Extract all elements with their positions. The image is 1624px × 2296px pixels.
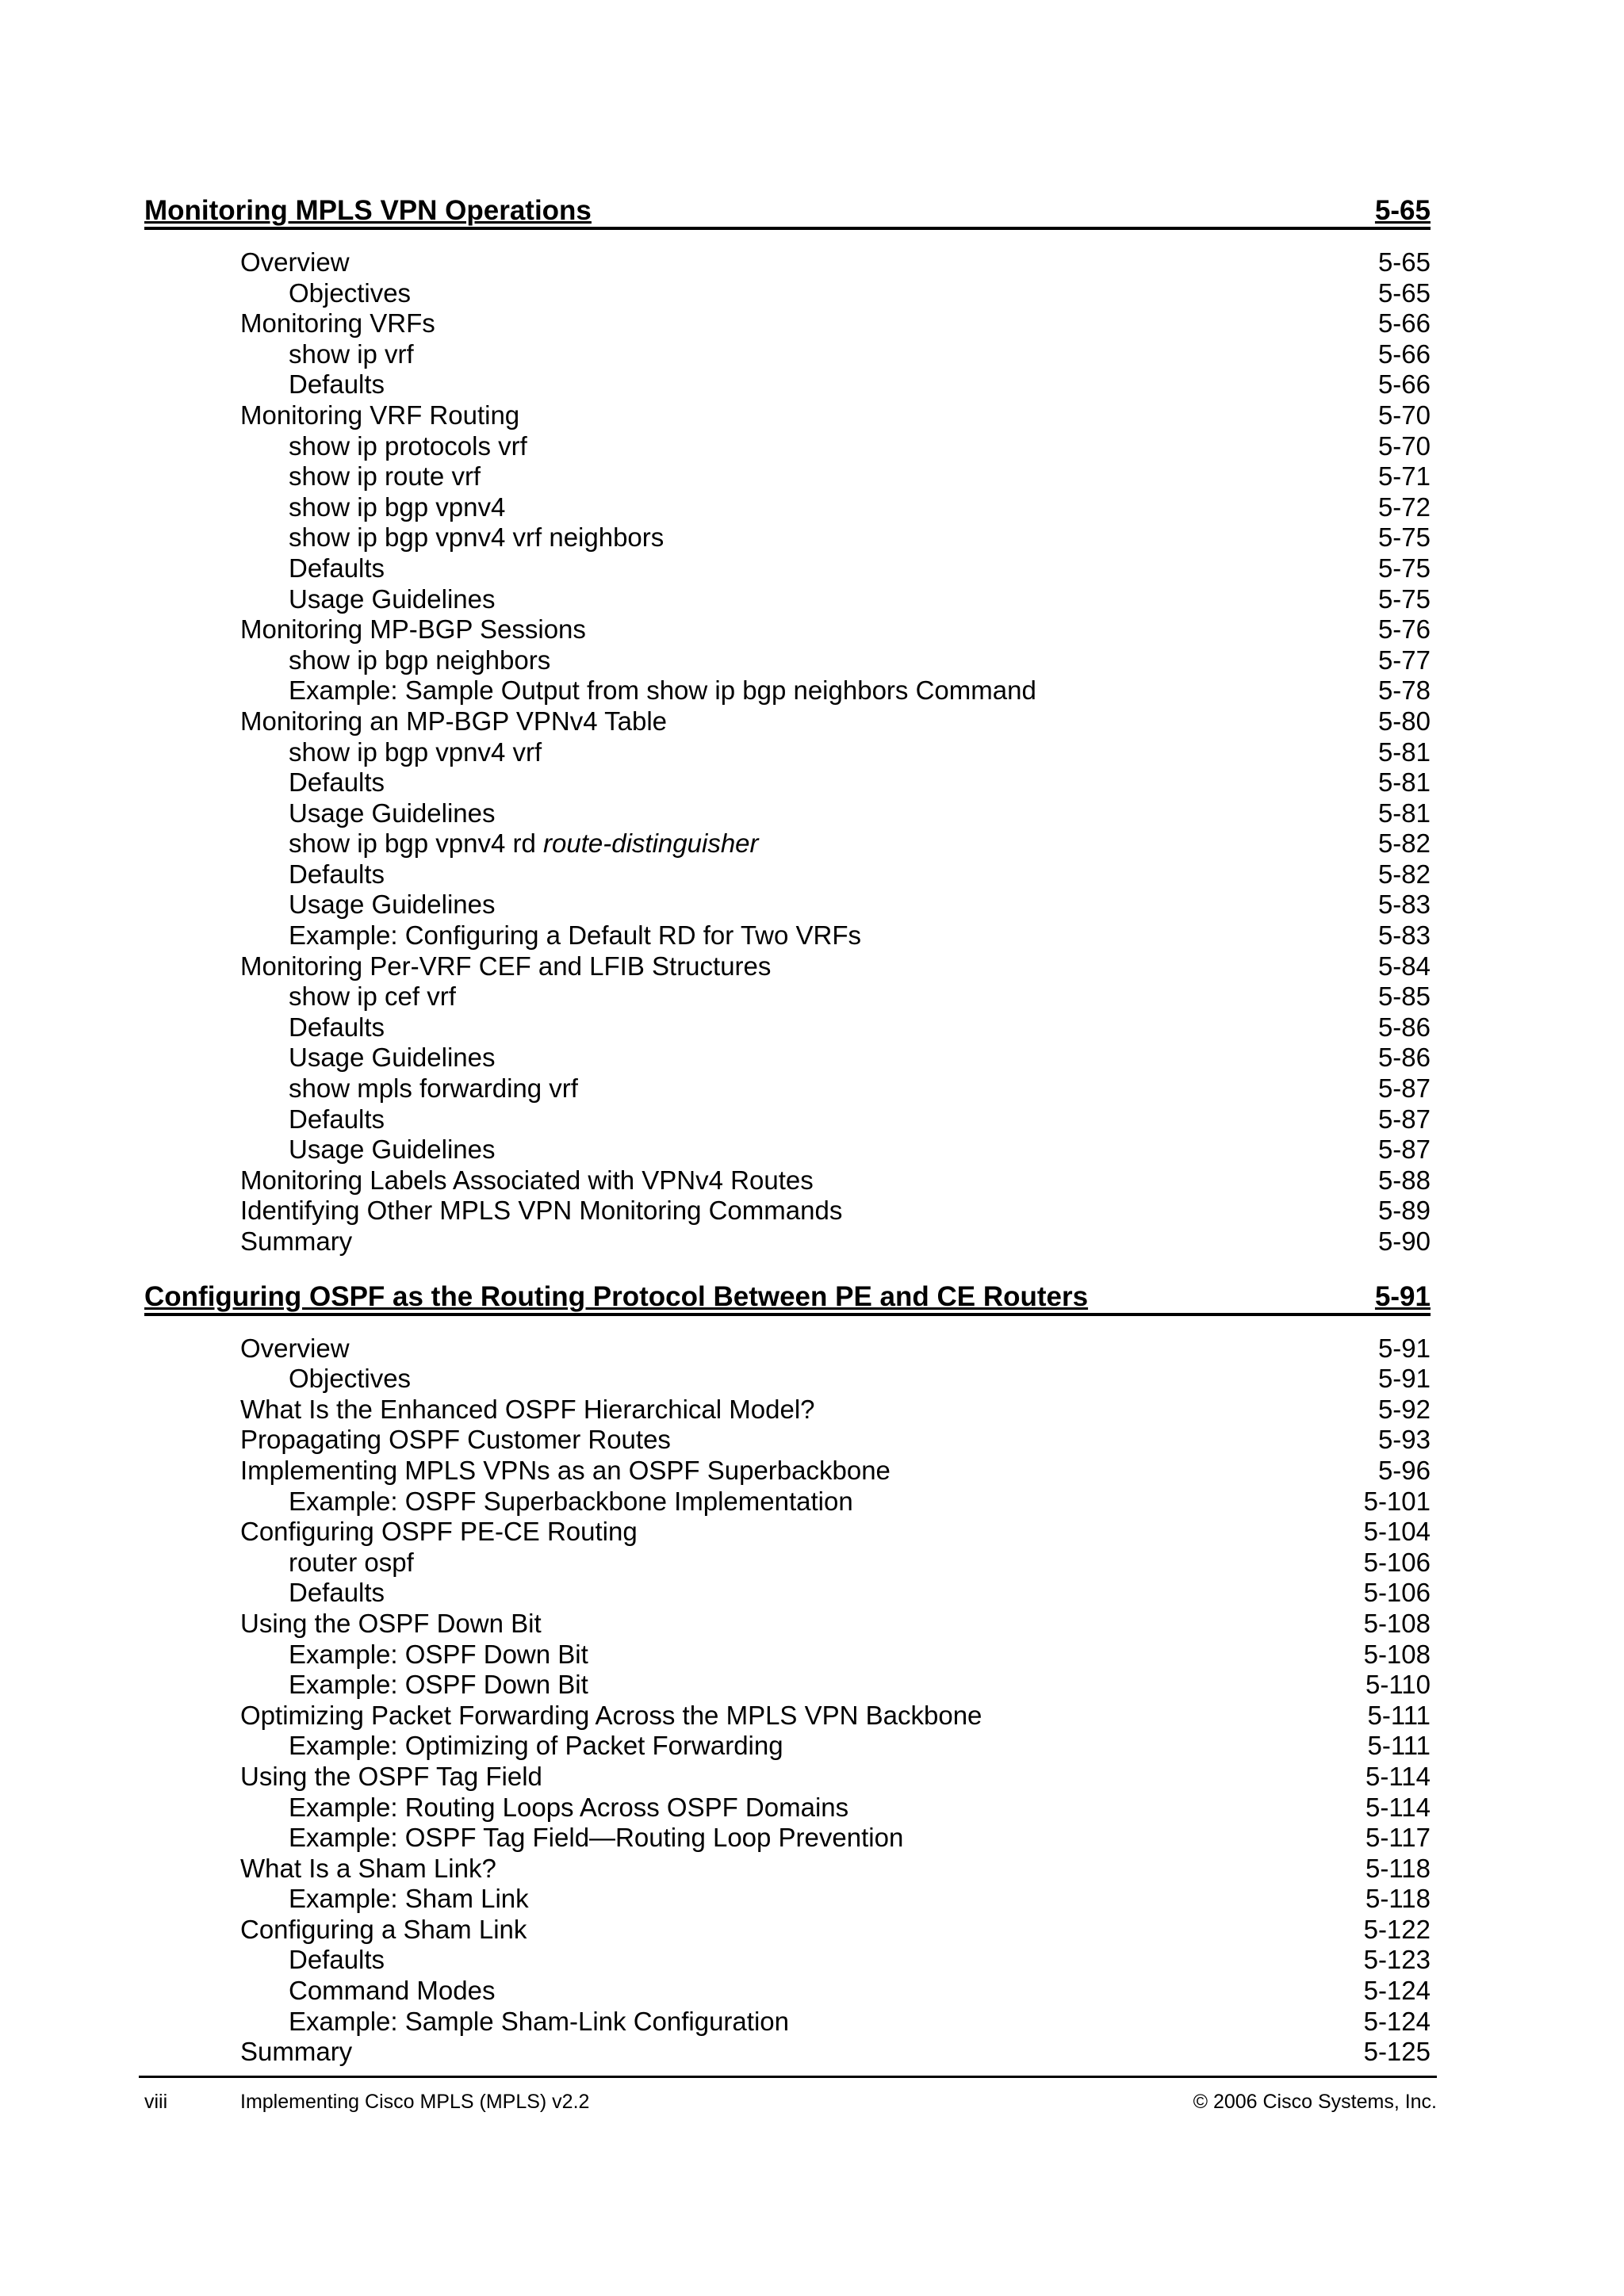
entry-page: 5-78 [1377, 675, 1431, 706]
entry-title-text: What Is a Sham Link? [240, 1853, 496, 1883]
entry-title [144, 1945, 385, 1976]
entry-page: 5-76 [1377, 614, 1431, 645]
toc-entry[interactable] [144, 859, 1431, 890]
entry-page: 5-71 [1377, 461, 1431, 492]
entry-title-text: Example: Sham Link [289, 1884, 529, 1914]
entry-title-text: Defaults [289, 859, 385, 889]
entry-page: 5-108 [1363, 1639, 1431, 1669]
entry-title-text: Defaults [289, 1578, 385, 1608]
entry-title-text: Monitoring Per-VRF CEF and LFIB Structures [240, 951, 772, 981]
toc-entry[interactable] [144, 1226, 1431, 1257]
entry-title [144, 400, 519, 431]
entry-title-text: show ip bgp vpnv4 vrf [289, 737, 542, 767]
toc-entry[interactable] [144, 1425, 1431, 1456]
entry-title [144, 278, 411, 309]
entry-page: 5-81 [1377, 798, 1431, 828]
toc-entry[interactable] [144, 400, 1431, 431]
entry-title-text: show ip bgp vpnv4 vrf neighbors [289, 522, 665, 553]
entry-title [144, 1701, 982, 1732]
entry-title [144, 645, 550, 676]
entry-title-text: Example: Routing Loops Across OSPF Domains [289, 1792, 849, 1822]
entry-title-text: Usage Guidelines [289, 1043, 496, 1073]
entry-title-text: Summary [240, 2037, 353, 2067]
entry-page: 5-91 [1377, 1333, 1431, 1363]
entry-page: 5-82 [1377, 828, 1431, 859]
entry-title-text: Usage Guidelines [289, 798, 496, 828]
entry-page: 5-122 [1363, 1914, 1431, 1944]
toc-entry[interactable] [144, 1043, 1431, 1073]
entry-title [144, 737, 542, 768]
toc-entry[interactable] [144, 1395, 1431, 1425]
entry-title-text: Configuring OSPF PE-CE Routing [240, 1517, 638, 1547]
entry-page: 5-87 [1377, 1135, 1431, 1165]
entry-title-text: show ip vrf [289, 339, 414, 369]
entry-title [144, 1456, 891, 1487]
section-heading[interactable] [144, 192, 1431, 230]
entry-page: 5-124 [1363, 2006, 1431, 2036]
entry-title-text: Defaults [289, 767, 385, 798]
entry-page: 5-111 [1367, 1731, 1431, 1761]
entry-title [144, 522, 664, 553]
entry-page: 5-70 [1377, 400, 1431, 430]
entry-title-text: Monitoring VRFs [240, 308, 435, 339]
entry-page: 5-88 [1377, 1165, 1431, 1195]
entry-page: 5-81 [1377, 737, 1431, 767]
toc-entry[interactable] [144, 1854, 1431, 1885]
toc-entry[interactable] [144, 1976, 1431, 2007]
toc-entry[interactable] [144, 584, 1431, 615]
entry-title [144, 798, 496, 829]
entry-title-text: Example: Configuring a Default RD for Two VRFs [289, 920, 862, 951]
entry-title-text: Usage Guidelines [289, 890, 496, 920]
toc-section [144, 192, 1431, 1257]
entry-title [144, 1762, 542, 1793]
entry-page: 5-90 [1377, 1226, 1431, 1256]
toc-entry[interactable] [144, 1915, 1431, 1946]
entry-page: 5-77 [1377, 645, 1431, 675]
toc-entry[interactable] [144, 278, 1431, 309]
entry-title [144, 1487, 853, 1517]
entry-title-text: Implementing MPLS VPNs as an OSPF Superbackbone [240, 1455, 891, 1485]
toc-entry[interactable] [144, 1012, 1431, 1043]
entry-page: 5-125 [1363, 2037, 1431, 2067]
entry-page: 5-66 [1377, 369, 1431, 400]
toc-entry[interactable] [144, 1793, 1431, 1823]
entry-title [144, 1012, 385, 1043]
entry-title [144, 431, 527, 462]
entry-title [144, 706, 667, 737]
entry-title [144, 1976, 495, 2007]
toc-entry[interactable] [144, 1548, 1431, 1578]
table-of-contents [144, 192, 1431, 2068]
entry-title [144, 492, 505, 523]
entry-title-text: show ip route vrf [289, 461, 481, 492]
entry-page: 5-75 [1377, 522, 1431, 553]
entry-page: 5-89 [1377, 1196, 1431, 1226]
toc-entry[interactable] [144, 2007, 1431, 2038]
toc-entry[interactable] [144, 1073, 1431, 1104]
entry-page: 5-118 [1365, 1884, 1431, 1914]
entry-title [144, 951, 771, 982]
toc-entry[interactable] [144, 706, 1431, 737]
entry-title [144, 308, 435, 339]
toc-entry[interactable] [144, 614, 1431, 645]
entry-title-text: router ospf [289, 1547, 414, 1577]
entry-title-text: Defaults [289, 553, 385, 583]
entry-title [144, 1670, 588, 1701]
entry-page: 5-106 [1363, 1578, 1431, 1608]
toc-section [144, 1278, 1431, 2068]
entry-title-text: Monitoring MP-BGP Sessions [240, 614, 586, 645]
section-heading[interactable] [144, 1278, 1431, 1316]
entry-title-text: Objectives [289, 277, 412, 308]
entry-title-text: show ip bgp vpnv4 rd [289, 828, 544, 859]
entry-page: 5-86 [1377, 1012, 1431, 1042]
entry-title-text: Overview [240, 247, 350, 277]
toc-entry[interactable] [144, 1487, 1431, 1517]
toc-entry[interactable] [144, 1731, 1431, 1762]
entry-title-text: show ip cef vrf [289, 982, 456, 1012]
toc-entry[interactable] [144, 1884, 1431, 1915]
toc-entry[interactable] [144, 1517, 1431, 1548]
entry-page: 5-87 [1377, 1104, 1431, 1134]
toc-entry[interactable] [144, 247, 1431, 278]
entry-page: 5-101 [1363, 1486, 1431, 1516]
entry-title [144, 859, 385, 890]
entry-title-text: Monitoring Labels Associated with VPNv4 Routes [240, 1165, 814, 1195]
toc-entry[interactable] [144, 1578, 1431, 1609]
entry-title [144, 1854, 496, 1885]
toc-entry[interactable] [144, 1456, 1431, 1487]
entry-title-text: Example: OSPF Down Bit [289, 1670, 588, 1700]
entry-title [144, 1609, 542, 1640]
entry-title [144, 2007, 789, 2038]
entry-title [144, 828, 759, 859]
entry-page: 5-65 [1377, 277, 1431, 308]
entry-title [144, 1793, 848, 1823]
entry-title [144, 369, 385, 400]
entry-title-text: Example: Sample Output from show ip bgp neighbors Command [289, 675, 1036, 706]
entry-title-text: show ip protocols vrf [289, 430, 527, 461]
toc-entry[interactable] [144, 1701, 1431, 1732]
entry-title [144, 1104, 385, 1135]
toc-entry[interactable] [144, 828, 1431, 859]
toc-entry[interactable] [144, 461, 1431, 492]
toc-entry[interactable] [144, 1135, 1431, 1165]
entry-title [144, 767, 385, 798]
entry-page: 5-93 [1377, 1425, 1431, 1455]
toc-entry[interactable] [144, 1165, 1431, 1196]
toc-entry[interactable] [144, 890, 1431, 920]
entry-title-text: Usage Guidelines [289, 584, 496, 614]
entry-title [144, 553, 385, 584]
entry-title-text: Optimizing Packet Forwarding Across the MPLS VPN Backbone [240, 1700, 982, 1730]
entry-page: 5-72 [1377, 492, 1431, 522]
entry-title [144, 1395, 815, 1425]
entry-title-text: Defaults [289, 1945, 385, 1975]
entry-page: 5-84 [1377, 951, 1431, 981]
entry-title-text: Example: Sample Sham-Link Configuration [289, 2006, 789, 2036]
entry-title [144, 920, 861, 951]
entry-title-text: Example: OSPF Down Bit [289, 1639, 588, 1669]
entry-page: 5-104 [1363, 1517, 1431, 1547]
entry-title [144, 1165, 814, 1196]
toc-entry[interactable] [144, 1945, 1431, 1976]
entry-title [144, 614, 586, 645]
entry-title-text: What Is the Enhanced OSPF Hierarchical Model? [240, 1394, 815, 1424]
entry-title [144, 1334, 350, 1364]
entry-title-text: Defaults [289, 1104, 385, 1134]
entry-title [144, 1425, 671, 1456]
toc-entry[interactable] [144, 920, 1431, 951]
toc-entry[interactable] [144, 369, 1431, 400]
toc-entry[interactable] [144, 737, 1431, 768]
toc-entry[interactable] [144, 951, 1431, 982]
entry-title-italic: route-distinguisher [543, 828, 759, 859]
entry-title-text: Example: OSPF Tag Field—Routing Loop Prevention [289, 1823, 904, 1853]
entry-title [144, 675, 1036, 706]
entry-page: 5-118 [1365, 1853, 1431, 1883]
entry-title [144, 1731, 783, 1762]
footer-book-title: Implementing Cisco MPLS (MPLS) v2.2 [240, 2091, 590, 2113]
toc-entry[interactable] [144, 308, 1431, 339]
entry-page: 5-66 [1377, 308, 1431, 339]
toc-entry[interactable] [144, 1334, 1431, 1364]
entry-title [144, 1915, 527, 1946]
entry-title-text: Overview [240, 1333, 350, 1363]
entry-page: 5-75 [1377, 584, 1431, 614]
entry-title [144, 1364, 411, 1395]
entry-page: 5-81 [1377, 767, 1431, 798]
entry-page: 5-110 [1365, 1670, 1431, 1700]
entry-page: 5-75 [1377, 553, 1431, 583]
entry-title-text: Objectives [289, 1364, 412, 1394]
toc-entry[interactable] [144, 1762, 1431, 1793]
section-page: 5-65 [1374, 195, 1431, 226]
entry-title [144, 247, 350, 278]
entry-title-text: Defaults [289, 1012, 385, 1042]
entry-title-text: Defaults [289, 369, 385, 400]
toc-entry[interactable] [144, 431, 1431, 462]
toc-entry[interactable] [144, 1670, 1431, 1701]
entry-title [144, 461, 481, 492]
entry-page: 5-87 [1377, 1073, 1431, 1104]
toc-entry[interactable] [144, 2037, 1431, 2068]
entry-title [144, 1823, 903, 1854]
entry-title [144, 890, 496, 920]
entry-title-text: Using the OSPF Down Bit [240, 1608, 542, 1638]
entry-title [144, 1196, 842, 1226]
entry-title [144, 1548, 414, 1578]
entry-title-text: Identifying Other MPLS VPN Monitoring Commands [240, 1196, 843, 1226]
entry-title [144, 982, 456, 1012]
entry-page: 5-70 [1377, 430, 1431, 461]
toc-entry[interactable] [144, 1104, 1431, 1135]
entry-title-text: Monitoring VRF Routing [240, 400, 520, 430]
entry-page: 5-108 [1363, 1608, 1431, 1638]
entry-page: 5-106 [1363, 1547, 1431, 1577]
entry-page: 5-114 [1365, 1792, 1431, 1822]
footer-rule [139, 2076, 1437, 2078]
entry-title [144, 1578, 385, 1609]
entry-list [144, 247, 1431, 1257]
entry-title [144, 1043, 496, 1073]
entry-title [144, 1517, 638, 1548]
toc-entry[interactable] [144, 645, 1431, 676]
entry-list [144, 1334, 1431, 2068]
entry-page: 5-124 [1363, 1976, 1431, 2006]
entry-title [144, 1640, 588, 1670]
entry-title-text: Command Modes [289, 1976, 496, 2006]
entry-title-text: Example: OSPF Superbackbone Implementation [289, 1486, 853, 1516]
toc-entry[interactable] [144, 1823, 1431, 1854]
footer-copyright: © 2006 Cisco Systems, Inc. [1193, 2091, 1437, 2113]
entry-title-text: Propagating OSPF Customer Routes [240, 1425, 671, 1455]
toc-entry[interactable] [144, 492, 1431, 523]
entry-title-text: Configuring a Sham Link [240, 1914, 527, 1944]
entry-title-text: Example: Optimizing of Packet Forwarding [289, 1731, 783, 1761]
entry-page: 5-83 [1377, 890, 1431, 920]
entry-title [144, 1073, 578, 1104]
entry-page: 5-96 [1377, 1455, 1431, 1485]
toc-entry[interactable] [144, 767, 1431, 798]
entry-title-text: Usage Guidelines [289, 1135, 496, 1165]
entry-title [144, 1135, 496, 1165]
toc-entry[interactable] [144, 1196, 1431, 1226]
entry-title-text: Using the OSPF Tag Field [240, 1761, 542, 1791]
entry-title [144, 2037, 352, 2068]
toc-entry[interactable] [144, 553, 1431, 584]
toc-entry[interactable] [144, 1609, 1431, 1640]
entry-page: 5-85 [1377, 982, 1431, 1012]
entry-page: 5-83 [1377, 920, 1431, 951]
entry-title [144, 339, 414, 370]
entry-title-text: show ip bgp vpnv4 [289, 492, 506, 522]
entry-page: 5-82 [1377, 859, 1431, 889]
entry-page: 5-80 [1377, 706, 1431, 736]
entry-title-text: Summary [240, 1226, 353, 1256]
section-page: 5-91 [1374, 1280, 1431, 1312]
toc-entry[interactable] [144, 522, 1431, 553]
toc-entry[interactable] [144, 982, 1431, 1012]
section-title: Monitoring MPLS VPN Operations [144, 195, 592, 226]
toc-entry[interactable] [144, 675, 1431, 706]
entry-title [144, 1226, 352, 1257]
entry-page: 5-86 [1377, 1043, 1431, 1073]
entry-title [144, 584, 496, 615]
entry-page: 5-66 [1377, 339, 1431, 369]
toc-entry[interactable] [144, 1640, 1431, 1670]
entry-title-text: show ip bgp neighbors [289, 645, 551, 675]
entry-page: 5-91 [1377, 1364, 1431, 1394]
entry-title [144, 1884, 529, 1915]
entry-title-text: show mpls forwarding vrf [289, 1073, 578, 1104]
entry-page: 5-114 [1365, 1761, 1431, 1791]
toc-entry[interactable] [144, 339, 1431, 370]
entry-page: 5-117 [1365, 1823, 1431, 1853]
footer-page-number: viii [144, 2091, 168, 2113]
entry-page: 5-92 [1377, 1394, 1431, 1424]
entry-page: 5-65 [1377, 247, 1431, 277]
section-title: Configuring OSPF as the Routing Protocol Between PE and CE Routers [144, 1280, 1089, 1312]
toc-entry[interactable] [144, 798, 1431, 829]
entry-title-text: Monitoring an MP-BGP VPNv4 Table [240, 706, 668, 736]
entry-page: 5-123 [1363, 1945, 1431, 1975]
toc-entry[interactable] [144, 1364, 1431, 1395]
entry-page: 5-111 [1367, 1700, 1431, 1730]
